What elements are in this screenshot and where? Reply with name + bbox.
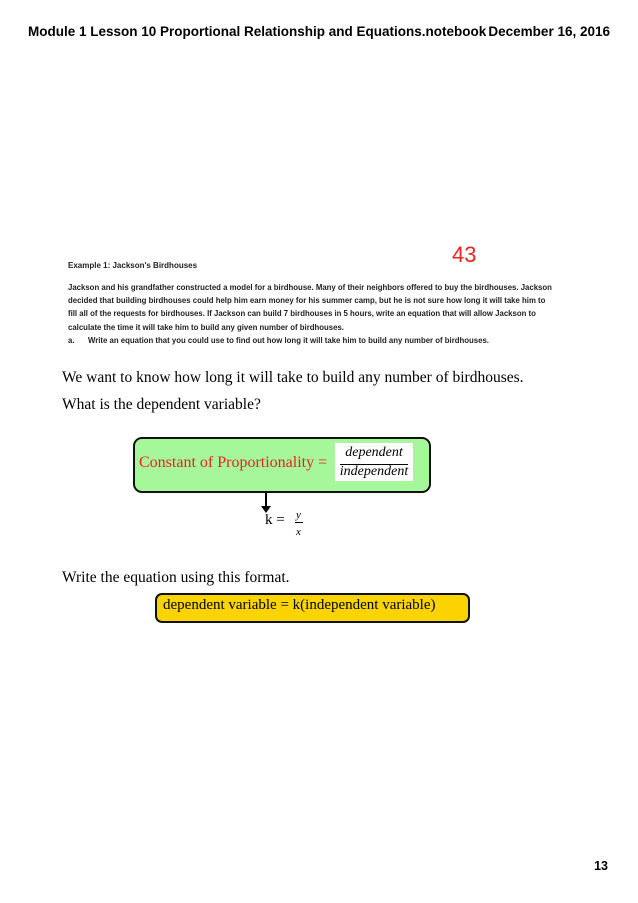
header-date: December 16, 2016: [488, 24, 610, 39]
k-fraction-bar: [295, 522, 303, 523]
k-numerator: y: [296, 509, 301, 521]
red-annotation-number: 43: [452, 242, 477, 267]
part-a-letter: a.: [68, 336, 75, 345]
note-line-1: We want to know how long it will take to build any number of birdhouses.: [62, 369, 524, 386]
example-paragraph: Jackson and his grandfather constructed a model for a birdhouse. Many of their neighbors offered to buy the birdhouses. Jackson decided that building birdhouses could help him earn money for his summer camp, but he is not sure how long it will take him to fill all of the requests for birdhouses. If Jackson can build 7 birdhouses in 5 hours, write an equation that will allow Jackson to calculate the time it will take him to build any given number of birdhouses.: [68, 283, 552, 332]
note-line-2: What is the dependent variable?: [62, 396, 261, 413]
constant-of-proportionality-label: Constant of Proportionality =: [139, 454, 328, 471]
notebook-title: Module 1 Lesson 10 Proportional Relationship and Equations.notebook: [28, 24, 487, 39]
part-a-text: Write an equation that you could use to find out how long it will take him to build any number of birdhouses.: [88, 336, 489, 345]
note-line-3: Write the equation using this format.: [62, 569, 290, 586]
k-denominator: x: [296, 526, 301, 538]
example-title: Example 1: Jackson's Birdhouses: [68, 261, 198, 270]
page-number: 13: [594, 859, 608, 873]
k-equals: k =: [265, 512, 285, 528]
fraction-numerator: dependent: [345, 445, 403, 460]
fraction-denominator: independent: [339, 464, 409, 479]
part-a-question: [68, 336, 489, 345]
equation-format-text: dependent variable = k(independent variable): [163, 597, 436, 613]
